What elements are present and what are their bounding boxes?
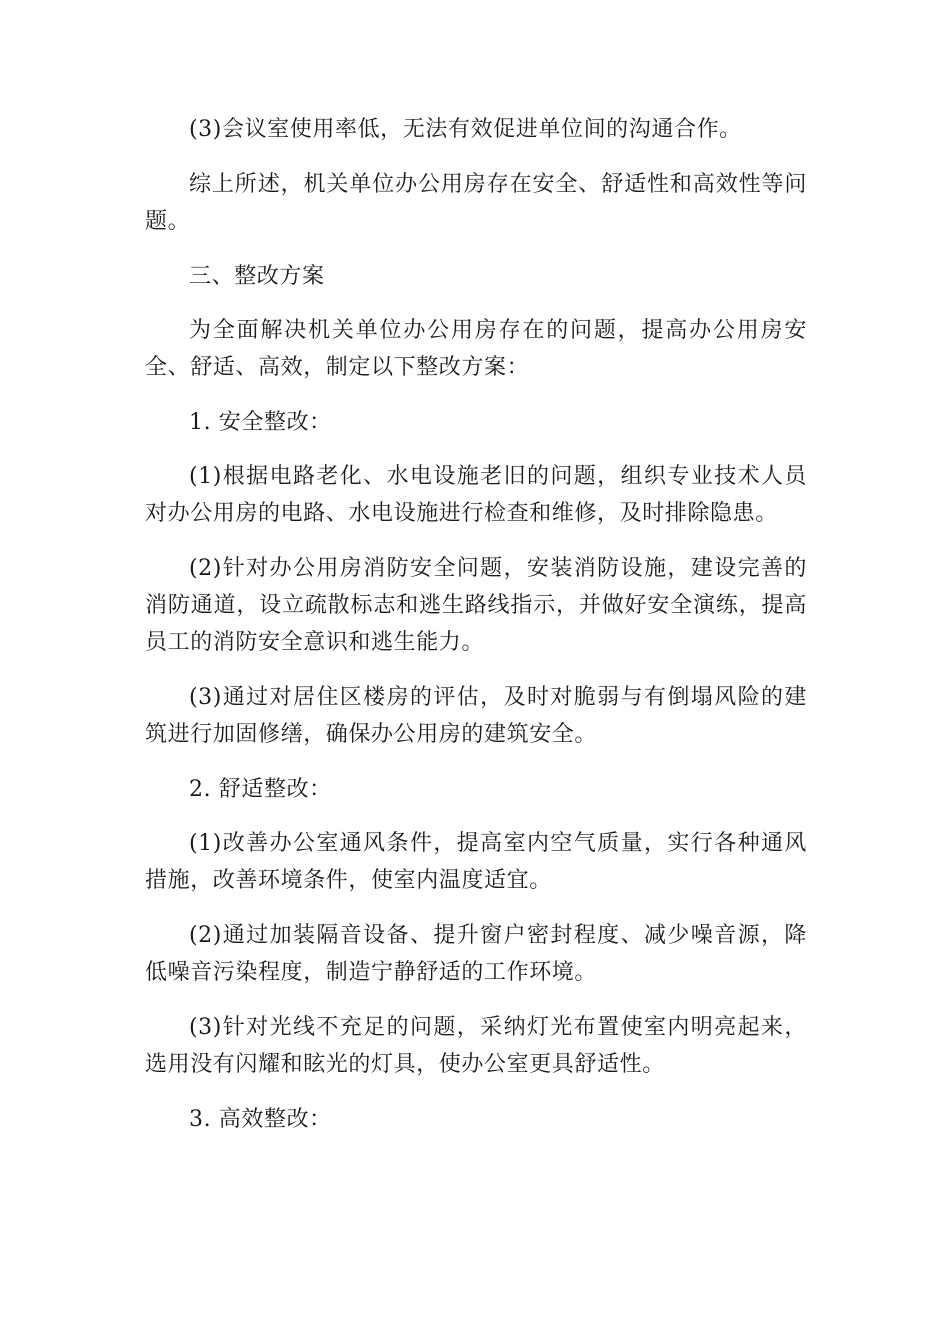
list-item: (2)针对办公用房消防安全问题，安装消防设施，建设完善的消防通道，设立疏散标志和逃生路线指示，并做好安全演练，提高员工的消防安全意识和逃生能力。 bbox=[145, 556, 807, 655]
section-heading: 三、整改方案 bbox=[189, 264, 325, 289]
list-item: (1)改善办公室通风条件，提高室内空气质量，实行各种通风措施，改善环境条件，使室内温度适宜。 bbox=[145, 831, 807, 893]
list-item: (3)通过对居住区楼房的评估，及时对脆弱与有倒塌风险的建筑进行加固修缮，确保办公用房的建筑安全。 bbox=[145, 685, 807, 747]
body-paragraph: 为全面解决机关单位办公用房存在的问题，提高办公用房安全、舒适、高效，制定以下整改方案： bbox=[145, 318, 807, 380]
body-paragraph: 综上所述，机关单位办公用房存在安全、舒适性和高效性等问题。 bbox=[145, 172, 807, 234]
list-item: (1)根据电路老化、水电设施老旧的问题，组织专业技术人员对办公用房的电路、水电设施进行检查和维修，及时排除隐患。 bbox=[145, 464, 807, 526]
subsection-heading: 1. 安全整改： bbox=[189, 410, 332, 435]
list-item: (3)针对光线不充足的问题，采纳灯光布置使室内明亮起来，选用没有闪耀和眩光的灯具，使办公室更具舒适性。 bbox=[145, 1015, 807, 1077]
subsection-heading: 2. 舒适整改： bbox=[189, 777, 332, 802]
list-item: (3)会议室使用率低，无法有效促进单位间的沟通合作。 bbox=[189, 117, 742, 142]
list-item: (2)通过加装隔音设备、提升窗户密封程度、减少噪音源，降低噪音污染程度，制造宁静舒适的工作环境。 bbox=[145, 923, 807, 985]
subsection-heading: 3. 高效整改： bbox=[189, 1107, 332, 1132]
document-body bbox=[145, 111, 807, 1155]
